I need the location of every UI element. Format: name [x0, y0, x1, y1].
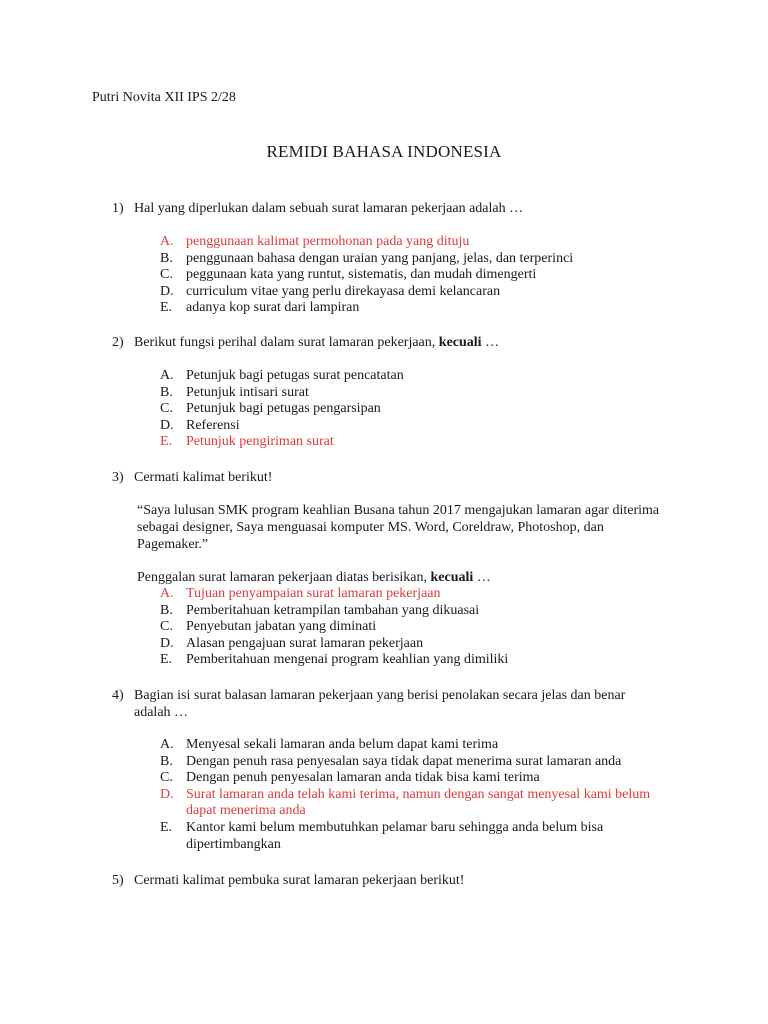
question-text: Hal yang diperlukan dalam sebuah surat lamaran pekerjaan adalah …	[134, 201, 524, 216]
question-3-options	[160, 586, 700, 669]
option-letter: D.	[160, 283, 174, 299]
option-a	[160, 234, 700, 251]
option-letter: C.	[160, 267, 173, 283]
option-text: Dengan penuh penyesalan lamaran anda tidak bisa kami terima	[186, 770, 540, 786]
option-letter: A.	[160, 368, 174, 383]
option-text: Petunjuk bagi petugas pengarsipan	[186, 401, 381, 417]
option-text: peggunaan kata yang runtut, sistematis, dan mudah dimengerti	[186, 267, 537, 283]
option-a	[160, 586, 700, 603]
option-c	[160, 770, 700, 787]
option-text: Pemberitahuan mengenai program keahlian yang dimiliki	[186, 652, 509, 668]
author-line: Putri Novita XII IPS 2/28	[92, 90, 236, 105]
option-e	[160, 820, 700, 853]
question-text: Bagian isi surat balasan lamaran pekerjaan yang berisi penolakan secara jelas dan benar adalah …	[134, 688, 626, 720]
option-d	[160, 636, 700, 653]
option-text: penggunaan bahasa dengan uraian yang panjang, jelas, dan terperinci	[186, 250, 574, 266]
option-a	[160, 368, 700, 385]
question-text-part: Berikut fungsi perihal dalam surat lamaran pekerjaan,	[134, 335, 439, 350]
option-c	[160, 267, 700, 284]
option-e	[160, 300, 700, 317]
lead-text-part: …	[473, 570, 491, 585]
option-text: Tujuan penyampaian surat lamaran pekerjaan	[186, 586, 441, 601]
option-text: Referensi	[186, 417, 240, 433]
lead-text-part: Penggalan surat lamaran pekerjaan diatas berisikan,	[137, 570, 431, 585]
option-e	[160, 652, 700, 669]
question-text	[134, 334, 690, 351]
option-letter: E.	[160, 819, 173, 835]
option-letter: D.	[160, 786, 174, 802]
option-text: Surat lamaran anda telah kami terima, namun dengan sangat menyesal kami belum dapat menerima anda	[186, 786, 651, 819]
option-letter: B.	[160, 384, 173, 400]
option-text: Petunjuk pengiriman surat	[186, 434, 334, 450]
question-number: 2)	[112, 335, 124, 350]
option-letter: D.	[160, 417, 174, 433]
quoted-passage: “Saya lulusan SMK program keahlian Busana tahun 2017 mengajukan lamaran agar diterima sebagai designer, Saya menguasai komputer MS. Word, Coreldraw, Photoshop, dan Pagemaker.”	[137, 503, 660, 552]
question-1-options	[160, 234, 700, 317]
question-number: 5)	[112, 873, 124, 888]
option-text: curriculum vitae yang perlu direkayasa demi kelancaran	[186, 283, 501, 299]
option-letter: D.	[160, 635, 174, 651]
question-number: 3)	[112, 470, 124, 485]
option-c	[160, 619, 700, 636]
question-text-part: …	[481, 335, 500, 350]
option-letter: A.	[160, 586, 174, 601]
option-b	[160, 251, 700, 268]
option-text: Pemberitahuan ketrampilan tambahan yang dikuasai	[186, 602, 480, 618]
option-letter: E.	[160, 652, 173, 668]
option-text: Menyesal sekali lamaran anda belum dapat kami terima	[186, 737, 499, 752]
option-letter: C.	[160, 401, 173, 417]
option-text: Kantor kami belum membutuhkan pelamar baru sehingga anda belum bisa dipertimbangkan	[186, 819, 604, 852]
option-text: adanya kop surat dari lampiran	[186, 300, 360, 316]
option-a	[160, 737, 700, 754]
option-b	[160, 754, 700, 771]
question-number: 1)	[112, 201, 124, 216]
question-text: Cermati kalimat pembuka surat lamaran pekerjaan berikut!	[134, 873, 465, 888]
option-letter: E.	[160, 300, 173, 316]
option-letter: B.	[160, 753, 173, 769]
question-2-options	[160, 368, 700, 451]
option-letter: A.	[160, 234, 174, 249]
option-letter: B.	[160, 602, 173, 618]
option-letter: B.	[160, 250, 173, 266]
option-c	[160, 401, 700, 418]
option-text: Alasan pengajuan surat lamaran pekerjaan	[186, 635, 424, 651]
question-4-options	[160, 737, 700, 853]
option-letter: C.	[160, 619, 173, 635]
option-text: Petunjuk bagi petugas surat pencatatan	[186, 368, 404, 383]
option-text: Penyebutan jabatan yang diminati	[186, 619, 377, 635]
option-d	[160, 418, 700, 435]
question-3-lead	[137, 569, 677, 586]
option-text: Dengan penuh rasa penyesalan saya tidak dapat menerima surat lamaran anda	[186, 753, 622, 769]
document-title: REMIDI BAHASA INDONESIA	[266, 142, 502, 161]
question-number: 4)	[112, 688, 124, 703]
option-b	[160, 385, 700, 402]
option-b	[160, 603, 700, 620]
lead-emphasis: kecuali	[430, 570, 474, 585]
option-letter: E.	[160, 434, 173, 450]
option-text: Petunjuk intisari surat	[186, 384, 309, 400]
question-emphasis: kecuali	[438, 335, 482, 350]
option-d	[160, 284, 700, 301]
option-d	[160, 787, 700, 820]
option-letter: C.	[160, 770, 173, 786]
option-letter: A.	[160, 737, 174, 752]
option-e	[160, 434, 700, 451]
option-text: penggunaan kalimat permohonan pada yang dituju	[186, 234, 470, 249]
question-text: Cermati kalimat berikut!	[134, 470, 273, 485]
